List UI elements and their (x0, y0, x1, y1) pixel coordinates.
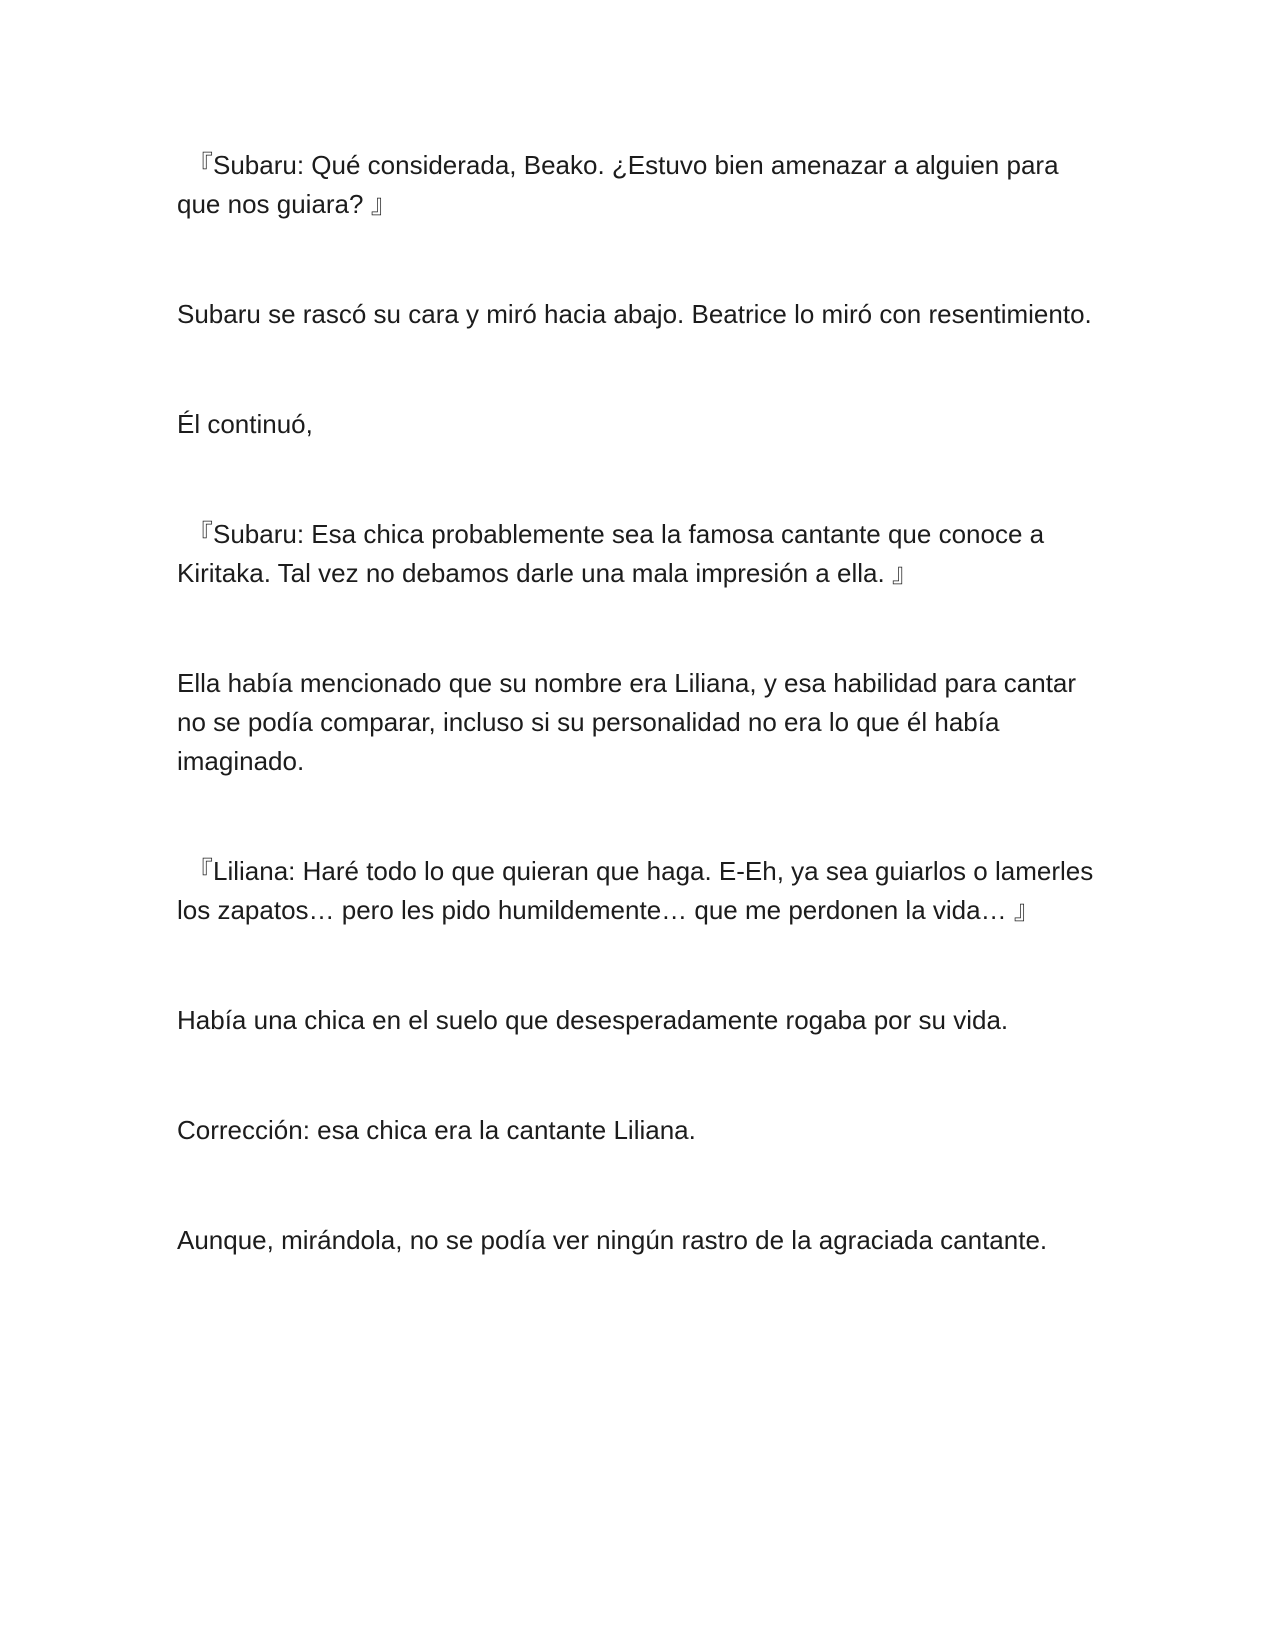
dialogue-paragraph: 『Liliana: Haré todo lo que quieran que haga. E-Eh, ya sea guiarlos o lamerles los zapatos… pero les pido humildemente… que me perdonen la vida… 』 (177, 856, 1101, 925)
narration-paragraph: Él continuó, (177, 409, 313, 439)
narration-paragraph: Había una chica en el suelo que desesperadamente rogaba por su vida. (177, 1005, 1009, 1035)
dialogue-paragraph: 『Subaru: Esa chica probablemente sea la famosa cantante que conoce a Kiritaka. Tal vez no debamos darle una mala impresión a ella. 』 (177, 519, 1052, 588)
narration-paragraph: Ella había mencionado que su nombre era Liliana, y esa habilidad para cantar no se podía comparar, incluso si su personalidad no era lo que él había imaginado. (177, 668, 1084, 776)
narration-paragraph: Subaru se rascó su cara y miró hacia abajo. Beatrice lo miró con resentimiento. (177, 299, 1092, 329)
dialogue-paragraph: 『Subaru: Qué considerada, Beako. ¿Estuvo bien amenazar a alguien para que nos guiara? 』 (177, 150, 1066, 219)
narration-paragraph: Corrección: esa chica era la cantante Liliana. (177, 1115, 696, 1145)
body-text (177, 146, 1107, 1331)
narration-paragraph: Aunque, mirándola, no se podía ver ningún rastro de la agraciada cantante. (177, 1225, 1048, 1255)
